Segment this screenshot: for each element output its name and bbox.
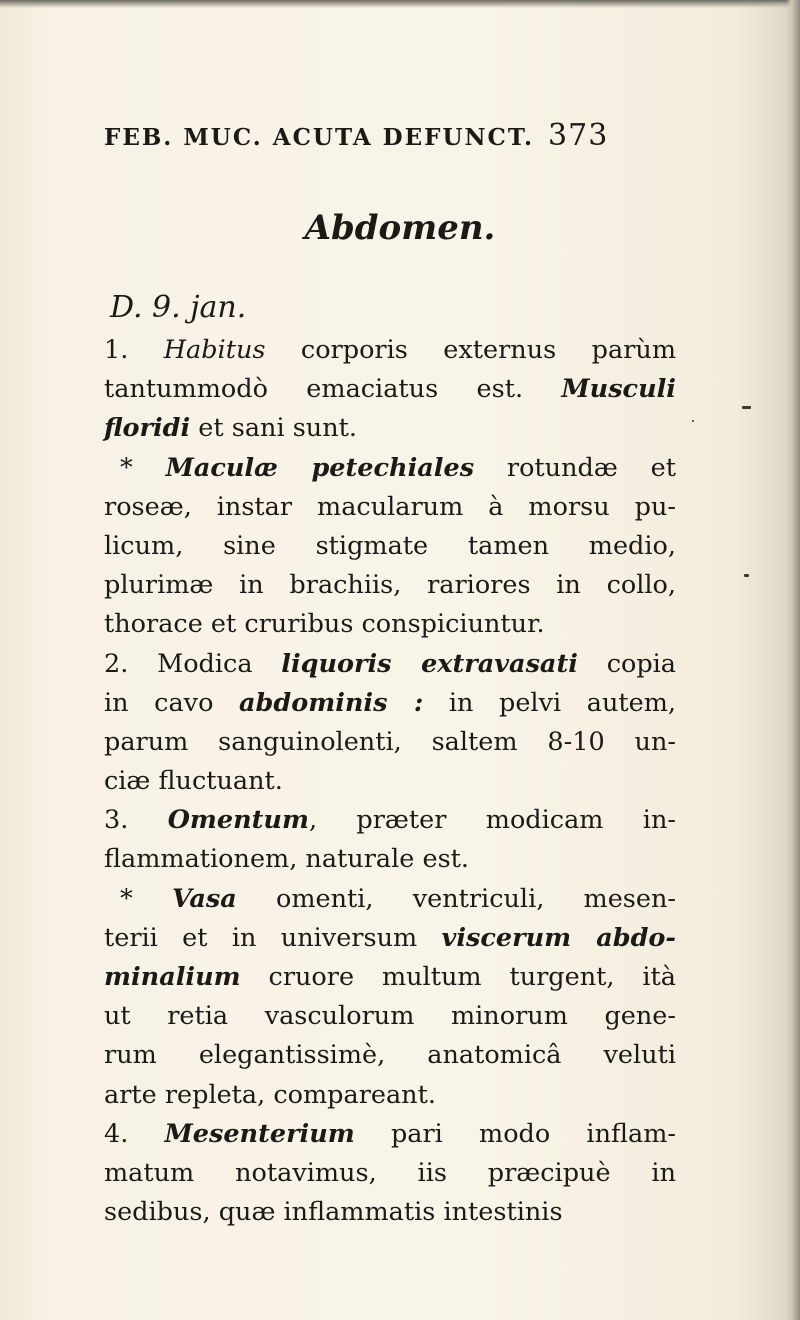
running-title: FEB. MUC. ACUTA DEFUNCT. [104, 124, 535, 151]
text-run: terii et in universum [104, 922, 442, 953]
text-line [104, 801, 676, 840]
text-line [104, 1036, 676, 1075]
text-run: flammationem, naturale est. [104, 844, 470, 875]
text-run: et sani sunt. [190, 413, 357, 444]
text-run: * [120, 452, 166, 483]
emphasis-run: viscerum abdo- [441, 922, 676, 953]
text-run: matum notavimus, iis præcipuè in [104, 1157, 676, 1188]
text-run: corporis externus parùm [265, 335, 676, 365]
body-text [104, 331, 676, 1232]
text-line [104, 527, 676, 566]
text-run: * [120, 883, 172, 914]
text-line [104, 645, 676, 684]
emphasis-run: abdominis : [239, 687, 424, 718]
text-run: 4. [104, 1118, 165, 1149]
emphasis-run: Musculi [561, 374, 676, 405]
text-run: omenti, ventriculi, mesen- [236, 883, 677, 914]
text-run: sedibus, quæ inflammatis intestinis [104, 1197, 563, 1228]
text-line [104, 880, 676, 919]
text-run: plurimæ in brachiis, rariores in collo, [104, 570, 676, 601]
text-run: tantummodò emaciatus est. [104, 374, 562, 405]
text-run: licum, sine stigmate tamen medio, [104, 530, 676, 561]
text-run: , præter modicam in- [308, 805, 676, 836]
text-line [104, 684, 676, 723]
emphasis-run: Mesenterium [164, 1118, 355, 1149]
text-line [104, 997, 676, 1036]
text-line [104, 1115, 676, 1154]
text-run: ciæ fluctuant. [104, 766, 283, 797]
text-line [104, 762, 676, 801]
text-run: 1. [104, 335, 164, 365]
date-heading: D. 9. jan. [110, 290, 247, 325]
text-run: copia [577, 648, 677, 679]
text-run: cruore multum turgent, ità [240, 962, 676, 992]
emphasis-run: liquoris extravasati [281, 648, 578, 679]
emphasis-run: Omentum [167, 805, 309, 836]
margin-speck [692, 420, 694, 422]
text-run: in pelvi autem, [423, 687, 676, 718]
text-line [104, 449, 676, 488]
text-line [104, 370, 676, 409]
emphasis-run: Maculæ petechiales [165, 452, 475, 483]
text-line [104, 331, 676, 370]
text-run: parum sanguinolenti, saltem 8-10 un- [104, 726, 676, 757]
emphasis-run: Vasa [171, 883, 237, 914]
text-run: thorace et cruribus conspiciuntur. [104, 609, 545, 640]
text-run: 3. [104, 805, 168, 836]
text-line [104, 1154, 676, 1193]
text-run: ut retia vasculorum minorum gene- [104, 1001, 676, 1032]
text-line [104, 840, 676, 879]
page-right-edge-shadow [786, 0, 800, 1320]
emphasis-run: minalium [104, 962, 241, 992]
text-line [104, 605, 676, 644]
emphasis-run: floridi [104, 413, 191, 444]
section-title: Abdomen. [304, 208, 496, 248]
text-line [104, 958, 676, 997]
margin-speck [742, 406, 751, 409]
text-run: rotundæ et [474, 452, 676, 483]
text-run: 2. Modica [104, 648, 282, 679]
text-run: pari modo inflam- [354, 1118, 677, 1149]
text-line [104, 919, 676, 958]
text-run: roseæ, instar macularum à morsu pu- [104, 491, 676, 522]
page-top-edge-shadow [0, 0, 800, 8]
text-line [104, 488, 676, 527]
text-line [104, 409, 676, 448]
margin-speck [744, 574, 749, 577]
text-run: in cavo [104, 687, 240, 718]
italic-run: Habitus [163, 335, 266, 365]
running-header [104, 118, 664, 153]
text-line [104, 566, 676, 605]
text-run: arte repleta, compareant. [104, 1079, 436, 1110]
text-line [104, 1193, 676, 1232]
text-run: rum elegantissimè, anatomicâ veluti [104, 1040, 676, 1071]
text-line [104, 723, 676, 762]
page-number: 373 [548, 118, 609, 153]
text-line [104, 1076, 676, 1115]
